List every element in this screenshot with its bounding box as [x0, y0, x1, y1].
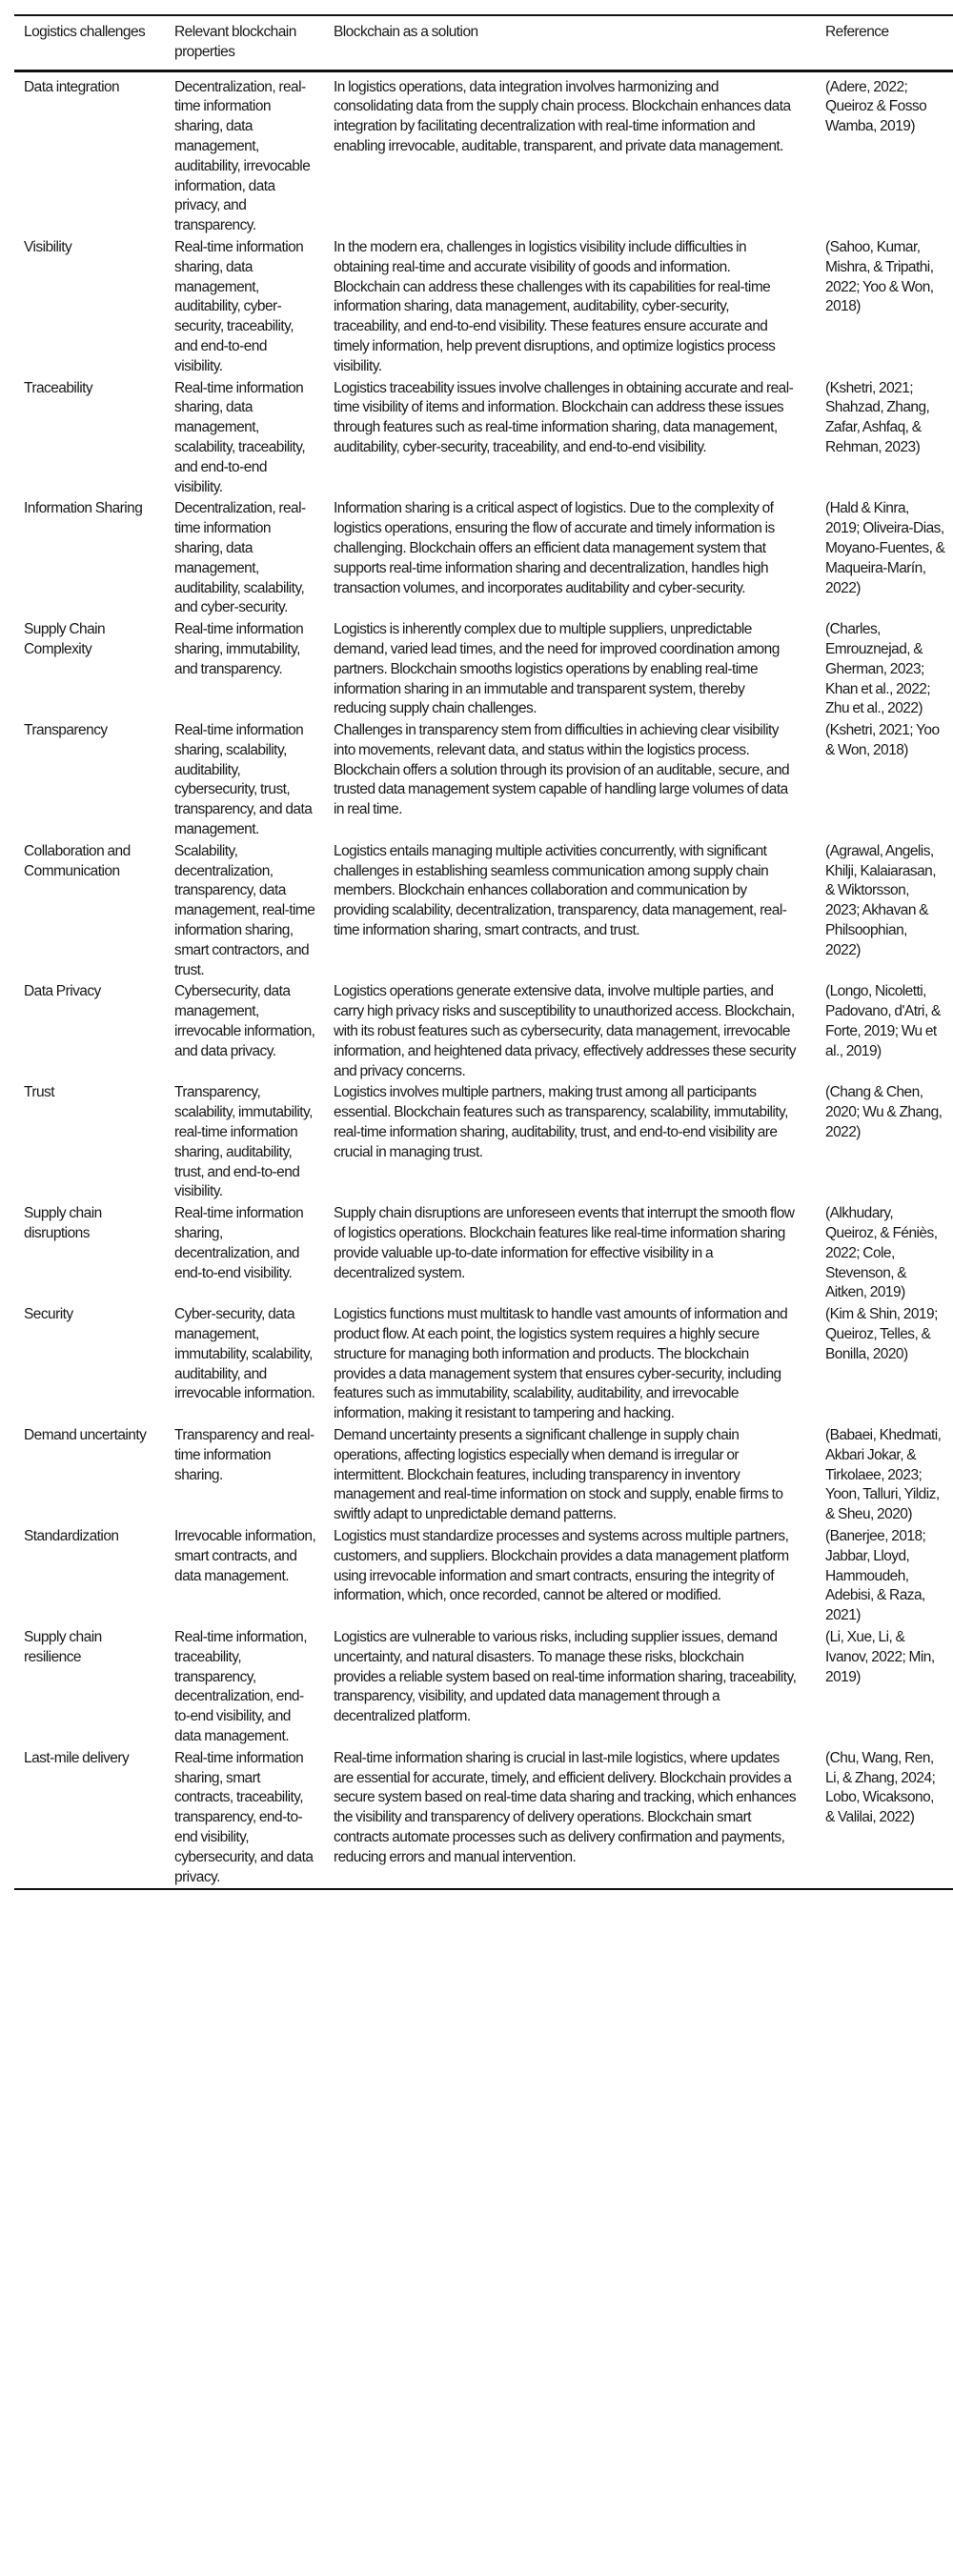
- table-body: [14, 70, 953, 1889]
- properties-cell: Cybersecurity, data management, irrevocable information, and data privacy.: [174, 983, 315, 1059]
- table-row: [14, 1748, 953, 1890]
- challenge-cell: Supply chain disruptions: [24, 1205, 102, 1242]
- challenge-cell: Traceability: [24, 379, 93, 396]
- table-row: [14, 1627, 953, 1748]
- solution-cell: Demand uncertainty presents a significant challenge in supply chain operations, affecting logistics especially when demand is irregular or intermittent. Blockchain features, including transparency in inventory management and real-time information on stock and supply, enable firms to swiftly adapt to unpredictable demand patterns.: [334, 1426, 783, 1523]
- table-row: [14, 237, 953, 378]
- challenge-cell: Supply chain resilience: [24, 1628, 102, 1665]
- challenge-cell: Collaboration and Communication: [24, 842, 131, 879]
- reference-cell: (Chu, Wang, Ren, Li, & Zhang, 2024; Lobo, Wicaksono, & Valilai, 2022): [825, 1749, 936, 1826]
- challenge-cell: Visibility: [24, 238, 72, 255]
- table-row: [14, 981, 953, 1082]
- reference-cell: (Banerjee, 2018; Jabbar, Lloyd, Hammoudeh, Adebisi, & Raza, 2021): [825, 1527, 926, 1624]
- properties-cell: Real-time information sharing, data management, auditability, cyber-security, traceability, and end-to-end visibility.: [174, 238, 304, 374]
- table-row: [14, 1425, 953, 1526]
- solution-cell: Logistics traceability issues involve challenges in obtaining accurate and real-time visibility of items and information. Blockchain can address these issues through features such as real-time information sharing, data management, auditability, cyber-security, traceability, and end-to-end visibility.: [334, 379, 794, 455]
- table-row: [14, 1203, 953, 1304]
- challenge-cell: Information Sharing: [24, 500, 143, 517]
- solution-cell: Logistics are vulnerable to various risks, including supplier issues, demand uncertainty, and natural disasters. To manage these risks, blockchain provides a reliable system based on real-time information sharing, traceability, transparency, visibility, and updated data management through a decentralized platform.: [334, 1628, 797, 1725]
- reference-cell: (Hald & Kinra, 2019; Oliveira-Dias, Moyano-Fuentes, & Maqueira-Marín, 2022): [825, 500, 945, 596]
- properties-cell: Real-time information sharing, immutability, and transparency.: [174, 621, 304, 677]
- solution-cell: Logistics is inherently complex due to multiple suppliers, unpredictable demand, varied lead times, and the need for improved coordination among partners. Blockchain smooths logistics operations by enabling real-time information sharing in an immutable and transparent system, thereby reducing supply chain challenges.: [334, 621, 780, 717]
- table-row: [14, 619, 953, 720]
- properties-cell: Transparency, scalability, immutability, real-time information sharing, auditability, trust, and end-to-end visibility.: [174, 1084, 313, 1200]
- reference-cell: (Longo, Nicoletti, Padovano, d'Atri, & Forte, 2019; Wu et al., 2019): [825, 983, 941, 1059]
- table-row: [14, 498, 953, 619]
- challenge-cell: Last-mile delivery: [24, 1749, 130, 1766]
- solution-cell: In the modern era, challenges in logistics visibility include difficulties in obtaining real-time and accurate visibility of goods and information. Blockchain can address these challenges with its capabilities for real-time information sharing, data management, auditability, cyber-security, traceability, and end-to-end visibility. These features ensure accurate and timely information, help prevent disruptions, and optimize logistics process visibility.: [334, 238, 776, 374]
- challenge-cell: Supply Chain Complexity: [24, 621, 106, 657]
- reference-cell: (Babaei, Khedmati, Akbari Jokar, & Tirkolaee, 2023; Yoon, Talluri, Yildiz, & Sheu, 2020): [825, 1426, 942, 1523]
- solution-cell: Logistics involves multiple partners, making trust among all participants essential. Blockchain features such as transparency, scalability, immutability, real-time information sharing, auditability, trust, and end-to-end visibility are crucial in managing trust.: [334, 1084, 788, 1160]
- header-blockchain-properties: Relevant blockchain properties: [174, 24, 296, 60]
- properties-cell: Scalability, decentralization, transparency, data management, real-time information sharing, smart contractors, and trust.: [174, 842, 315, 978]
- table-row: [14, 720, 953, 841]
- solution-cell: Logistics must standardize processes and systems across multiple partners, customers, and suppliers. Blockchain provides a data management platform using irrevocable information and smart contracts, ensuring the integrity of information, which, once recorded, cannot be altered or modified.: [334, 1527, 789, 1604]
- properties-cell: Cyber-security, data management, immutability, scalability, auditability, and irrevocable information.: [174, 1306, 315, 1402]
- reference-cell: (Agrawal, Angelis, Khilji, Kalaiarasan, & Wiktorsson, 2023; Akhavan & Philsoophian, 2022): [825, 842, 937, 958]
- properties-cell: Decentralization, real-time information sharing, data management, auditability, scalability, and cyber-security.: [174, 500, 306, 616]
- table-row: [14, 378, 953, 499]
- challenge-cell: Trust: [24, 1084, 54, 1101]
- header-reference: Reference: [825, 24, 889, 40]
- challenge-cell: Data integration: [24, 78, 120, 95]
- reference-cell: (Chang & Chen, 2020; Wu & Zhang, 2022): [825, 1084, 943, 1141]
- challenge-cell: Data Privacy: [24, 983, 101, 1000]
- challenge-cell: Standardization: [24, 1527, 119, 1544]
- properties-cell: Transparency and real-time information sharing.: [174, 1426, 314, 1483]
- solution-cell: Information sharing is a critical aspect of logistics. Due to the complexity of logistics operations, ensuring the flow of accurate and timely information is challenging. Blockchain offers an efficient data management system that supports real-time information sharing and decentralization, handles high transaction volumes, and incorporates auditability and cyber-security.: [334, 500, 775, 596]
- properties-cell: Irrevocable information, smart contracts, and data management.: [174, 1527, 316, 1584]
- solution-cell: Real-time information sharing is crucial in last-mile logistics, where updates are essential for accurate, timely, and efficient delivery. Blockchain provides a secure system based on real-time data sharing and tracking, which enhances the visibility and transparency of delivery operations. Blockchain smart contracts automate processes such as delivery confirmation and payments, reducing errors and manual intervention.: [334, 1749, 797, 1865]
- reference-cell: (Kshetri, 2021; Yoo & Won, 2018): [825, 722, 940, 758]
- logistics-blockchain-table: [14, 14, 953, 1890]
- solution-cell: In logistics operations, data integration involves harmonizing and consolidating data from the supply chain process. Blockchain enhances data integration by facilitating decentralization with real-time information and enabling irrevocable, auditable, transparent, and private data management.: [334, 78, 791, 154]
- table-row: [14, 70, 953, 237]
- properties-cell: Real-time information sharing, scalability, auditability, cybersecurity, trust, transparency, and data management.: [174, 722, 313, 838]
- table-row: [14, 1526, 953, 1627]
- reference-cell: (Li, Xue, Li, & Ivanov, 2022; Min, 2019): [825, 1628, 935, 1685]
- table-row: [14, 841, 953, 982]
- challenge-cell: Demand uncertainty: [24, 1426, 147, 1443]
- reference-cell: (Adere, 2022; Queiroz & Fosso Wamba, 2019): [825, 78, 927, 135]
- challenge-cell: Transparency: [24, 722, 108, 739]
- table-row: [14, 1082, 953, 1203]
- solution-cell: Supply chain disruptions are unforeseen events that interrupt the smooth flow of logistics operations. Blockchain features like real-time information sharing provide valuable up-to-date information for effective visibility in a decentralized system.: [334, 1205, 795, 1281]
- properties-cell: Real-time information sharing, data management, scalability, traceability, and end-to-end visibility.: [174, 379, 306, 495]
- properties-cell: Real-time information sharing, smart contracts, traceability, transparency, end-to-end visibility, cybersecurity, and data privacy.: [174, 1749, 314, 1885]
- properties-cell: Real-time information, traceability, transparency, decentralization, end-to-end visibility, and data management.: [174, 1628, 308, 1744]
- table-row: [14, 1304, 953, 1425]
- solution-cell: Logistics entails managing multiple activities concurrently, with significant challenges in establishing seamless communication among supply chain members. Blockchain enhances collaboration and communication by providing scalability, decentralization, transparency, data management, real-time information sharing, smart contracts, and trust.: [334, 842, 787, 939]
- reference-cell: (Charles, Emrouznejad, & Gherman, 2023; Khan et al., 2022; Zhu et al., 2022): [825, 621, 931, 717]
- header-blockchain-solution: Blockchain as a solution: [334, 24, 478, 40]
- properties-cell: Real-time information sharing, decentralization, and end-to-end visibility.: [174, 1205, 304, 1281]
- reference-cell: (Alkhudary, Queiroz, & Féniès, 2022; Cole, Stevenson, & Aitken, 2019): [825, 1205, 938, 1301]
- properties-cell: Decentralization, real-time information sharing, data management, auditability, irrevocable information, data privacy, and transparency.: [174, 78, 311, 234]
- challenge-cell: Security: [24, 1306, 73, 1323]
- solution-cell: Challenges in transparency stem from difficulties in achieving clear visibility into movements, relevant data, and status within the logistics process. Blockchain offers a solution through its provision of an auditable, secure, and trusted data management system capable of handling large volumes of data in real time.: [334, 722, 790, 818]
- reference-cell: (Kshetri, 2021; Shahzad, Zhang, Zafar, Ashfaq, & Rehman, 2023): [825, 379, 930, 455]
- table-header: [14, 15, 953, 70]
- header-row: [14, 15, 953, 70]
- logistics-blockchain-table-container: [14, 14, 953, 1890]
- reference-cell: (Kim & Shin, 2019; Queiroz, Telles, & Bonilla, 2020): [825, 1306, 938, 1362]
- reference-cell: (Sahoo, Kumar, Mishra, & Tripathi, 2022; Yoo & Won, 2018): [825, 238, 934, 315]
- solution-cell: Logistics operations generate extensive data, involve multiple parties, and carry high privacy risks and susceptibility to unauthorized access. Blockchain, with its robust features such as cybersecurity, data management, irrevocable information, and heightened data privacy, effectively addresses these security and privacy concerns.: [334, 983, 796, 1079]
- solution-cell: Logistics functions must multitask to handle vast amounts of information and product flow. At each point, the logistics system requires a highly secure structure for managing both information and products. The blockchain provides a data management system that ensures cyber-security, including features such as immutability, scalability, auditability, and irrevocable information, making it resistant to tampering and hacking.: [334, 1306, 788, 1422]
- header-logistics-challenges: Logistics challenges: [24, 24, 146, 40]
